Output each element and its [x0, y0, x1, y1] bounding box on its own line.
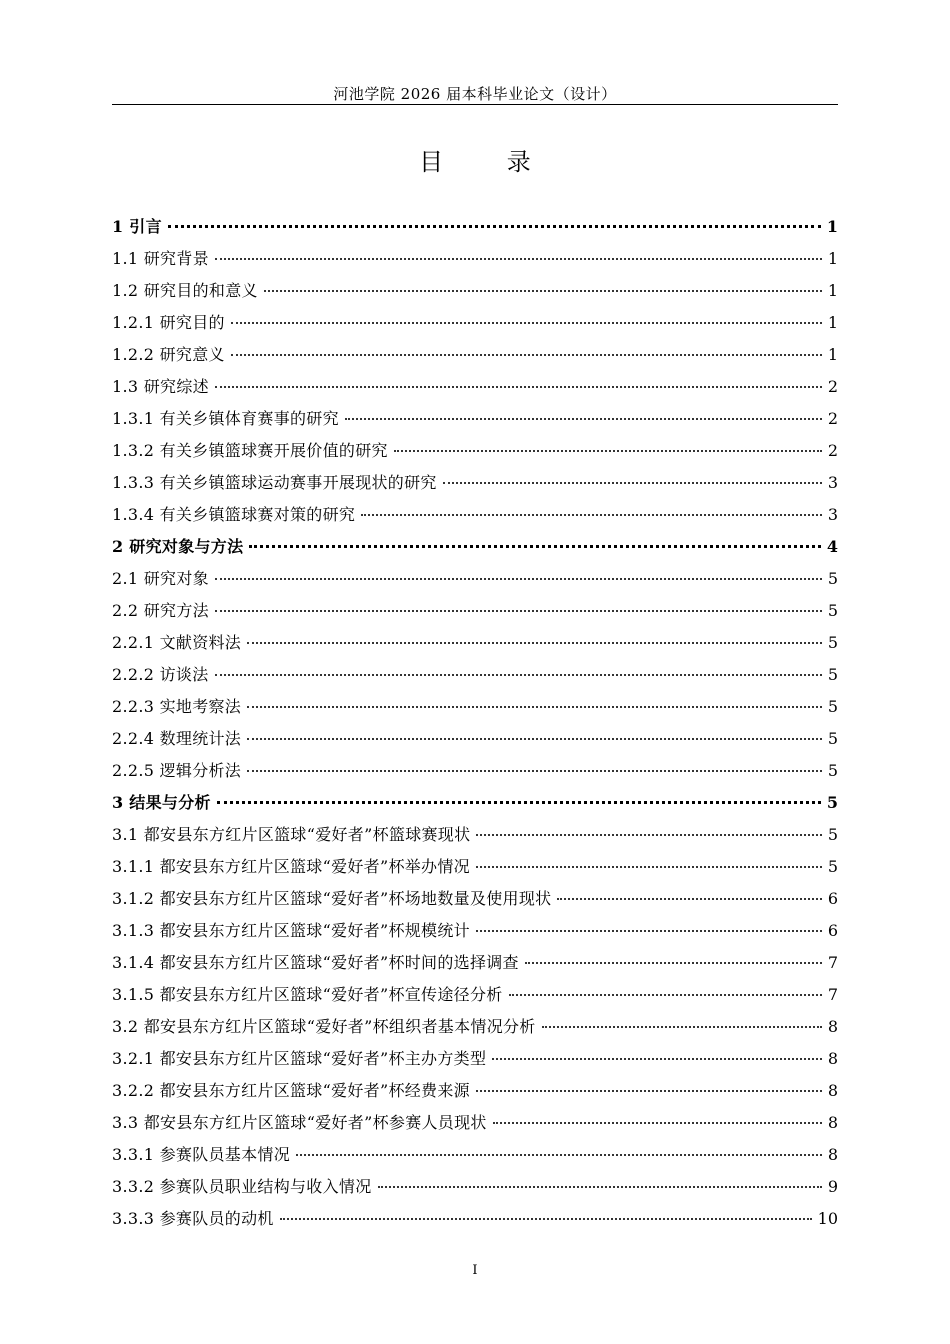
- toc-entry-page: 8: [827, 1113, 838, 1132]
- toc-entry-label: 2.2.1 文献资料法: [112, 633, 242, 652]
- dot-leader: [264, 289, 822, 292]
- dot-leader: [249, 544, 820, 548]
- dot-leader: [247, 737, 822, 740]
- toc-entry-label: 3.3.2 参赛队员职业结构与收入情况: [112, 1177, 372, 1196]
- toc-entry-page: 8: [827, 1145, 838, 1164]
- dot-leader: [476, 929, 822, 932]
- toc-entry-page: 1: [827, 281, 838, 300]
- toc-entry-page: 10: [817, 1209, 838, 1228]
- toc-entry-label: 1.3.3 有关乡镇篮球运动赛事开展现状的研究: [112, 473, 437, 492]
- toc-entry[interactable]: [112, 723, 838, 755]
- toc-entry-page: 1: [826, 217, 838, 236]
- toc-entry[interactable]: [112, 979, 838, 1011]
- toc-entry-label: 2.2.5 逻辑分析法: [112, 761, 242, 780]
- toc-entry[interactable]: [112, 403, 838, 435]
- toc-entry-label: 3.1.5 都安县东方红片区篮球“爱好者”杯宣传途径分析: [112, 985, 503, 1004]
- toc-entry-page: 2: [827, 409, 838, 428]
- toc-entry[interactable]: [112, 819, 838, 851]
- dot-leader: [492, 1057, 822, 1060]
- dot-leader: [215, 577, 822, 580]
- toc-entry-page: 6: [827, 921, 838, 940]
- toc-entry-page: 5: [827, 729, 838, 748]
- toc-entry-page: 2: [827, 377, 838, 396]
- dot-leader: [542, 1025, 822, 1028]
- dot-leader: [493, 1121, 822, 1124]
- toc-entry-label: 3.2 都安县东方红片区篮球“爱好者”杯组织者基本情况分析: [112, 1017, 536, 1036]
- toc-entry-label: 2 研究对象与方法: [112, 537, 244, 556]
- toc-entry-page: 8: [827, 1081, 838, 1100]
- dot-leader: [361, 513, 822, 516]
- page-number: I: [472, 1263, 478, 1278]
- dot-leader: [247, 705, 822, 708]
- toc-entry-page: 5: [826, 793, 838, 812]
- toc-entry[interactable]: [112, 563, 838, 595]
- toc-entry[interactable]: [112, 211, 838, 243]
- dot-leader: [443, 481, 822, 484]
- toc-entry[interactable]: [112, 1011, 838, 1043]
- toc-entry[interactable]: [112, 435, 838, 467]
- dot-leader: [476, 833, 821, 836]
- toc-entry[interactable]: [112, 627, 838, 659]
- toc-entry-page: 5: [827, 633, 838, 652]
- toc-entry[interactable]: [112, 1107, 838, 1139]
- toc-entry[interactable]: [112, 467, 838, 499]
- toc-entry[interactable]: [112, 371, 838, 403]
- toc-entry-page: 5: [827, 825, 838, 844]
- toc-entry-label: 1.3 研究综述: [112, 377, 209, 396]
- header-rule: [112, 104, 838, 105]
- toc-entry-page: 1: [827, 313, 838, 332]
- toc-entry[interactable]: [112, 499, 838, 531]
- toc-entry-label: 2.2.2 访谈法: [112, 665, 209, 684]
- toc-entry-label: 1 引言: [112, 217, 162, 236]
- toc-entry-page: 9: [827, 1177, 838, 1196]
- toc-entry-page: 5: [827, 857, 838, 876]
- table-of-contents: [112, 211, 838, 1235]
- toc-entry[interactable]: [112, 307, 838, 339]
- toc-entry[interactable]: [112, 1075, 838, 1107]
- dot-leader: [476, 865, 822, 868]
- dot-leader: [231, 321, 822, 324]
- dot-leader: [296, 1153, 822, 1156]
- dot-leader: [557, 897, 821, 900]
- toc-entry-label: 3 结果与分析: [112, 793, 211, 812]
- toc-entry-page: 1: [827, 345, 838, 364]
- dot-leader: [217, 800, 821, 804]
- toc-entry-page: 7: [827, 953, 838, 972]
- dot-leader: [476, 1089, 822, 1092]
- toc-entry[interactable]: [112, 1043, 838, 1075]
- toc-entry[interactable]: [112, 1171, 838, 1203]
- dot-leader: [231, 353, 822, 356]
- toc-entry-page: 5: [827, 569, 838, 588]
- dot-leader: [525, 961, 822, 964]
- dot-leader: [394, 449, 822, 452]
- toc-entry-label: 2.2.4 数理统计法: [112, 729, 242, 748]
- toc-entry-label: 1.3.2 有关乡镇篮球赛开展价值的研究: [112, 441, 388, 460]
- dot-leader: [378, 1185, 822, 1188]
- toc-entry[interactable]: [112, 1203, 838, 1235]
- toc-entry-label: 3.3.3 参赛队员的动机: [112, 1209, 274, 1228]
- dot-leader: [215, 609, 822, 612]
- toc-entry-label: 1.1 研究背景: [112, 249, 209, 268]
- toc-title: 目 录: [419, 148, 559, 176]
- toc-entry-page: 7: [827, 985, 838, 1004]
- dot-leader: [215, 673, 822, 676]
- toc-entry[interactable]: [112, 915, 838, 947]
- toc-entry-label: 3.2.1 都安县东方红片区篮球“爱好者”杯主办方类型: [112, 1049, 487, 1068]
- toc-entry-page: 4: [826, 537, 838, 556]
- toc-entry-label: 1.3.1 有关乡镇体育赛事的研究: [112, 409, 339, 428]
- toc-entry[interactable]: [112, 531, 838, 563]
- toc-entry-page: 5: [827, 697, 838, 716]
- toc-entry-label: 2.1 研究对象: [112, 569, 209, 588]
- toc-entry[interactable]: [112, 243, 838, 275]
- toc-entry[interactable]: [112, 947, 838, 979]
- toc-entry-page: 3: [827, 473, 838, 492]
- toc-entry[interactable]: [112, 691, 838, 723]
- toc-entry-page: 6: [827, 889, 838, 908]
- dot-leader: [509, 993, 822, 996]
- dot-leader: [345, 417, 822, 420]
- toc-entry-page: 1: [827, 249, 838, 268]
- toc-entry-label: 2.2 研究方法: [112, 601, 209, 620]
- toc-entry[interactable]: [112, 595, 838, 627]
- toc-entry[interactable]: [112, 851, 838, 883]
- toc-entry-page: 8: [827, 1049, 838, 1068]
- toc-entry-page: 5: [827, 761, 838, 780]
- dot-leader: [168, 224, 821, 228]
- toc-entry[interactable]: [112, 339, 838, 371]
- toc-entry-page: 8: [827, 1017, 838, 1036]
- toc-entry-label: 1.2 研究目的和意义: [112, 281, 258, 300]
- toc-entry-label: 1.2.1 研究目的: [112, 313, 225, 332]
- page-header: 河池学院 2026 届本科毕业论文（设计）: [333, 85, 617, 103]
- toc-entry-label: 3.1.3 都安县东方红片区篮球“爱好者”杯规模统计: [112, 921, 470, 940]
- toc-entry-label: 3.3 都安县东方红片区篮球“爱好者”杯参赛人员现状: [112, 1113, 487, 1132]
- toc-entry-label: 3.1.2 都安县东方红片区篮球“爱好者”杯场地数量及使用现状: [112, 889, 552, 908]
- toc-entry[interactable]: [112, 755, 838, 787]
- toc-entry[interactable]: [112, 787, 838, 819]
- toc-entry[interactable]: [112, 659, 838, 691]
- toc-entry-label: 3.1.4 都安县东方红片区篮球“爱好者”杯时间的选择调查: [112, 953, 519, 972]
- toc-entry-label: 3.1.1 都安县东方红片区篮球“爱好者”杯举办情况: [112, 857, 470, 876]
- toc-entry-label: 1.3.4 有关乡镇篮球赛对策的研究: [112, 505, 356, 524]
- toc-entry[interactable]: [112, 883, 838, 915]
- toc-entry-page: 3: [827, 505, 838, 524]
- toc-entry-label: 2.2.3 实地考察法: [112, 697, 242, 716]
- dot-leader: [247, 641, 822, 644]
- dot-leader: [215, 257, 822, 260]
- dot-leader: [215, 385, 822, 388]
- toc-entry-label: 3.1 都安县东方红片区篮球“爱好者”杯篮球赛现状: [112, 825, 471, 844]
- dot-leader: [280, 1217, 812, 1220]
- toc-entry-page: 5: [827, 665, 838, 684]
- toc-entry-label: 3.2.2 都安县东方红片区篮球“爱好者”杯经费来源: [112, 1081, 470, 1100]
- toc-entry[interactable]: [112, 1139, 838, 1171]
- toc-entry[interactable]: [112, 275, 838, 307]
- toc-entry-label: 1.2.2 研究意义: [112, 345, 225, 364]
- toc-entry-page: 2: [827, 441, 838, 460]
- toc-entry-label: 3.3.1 参赛队员基本情况: [112, 1145, 290, 1164]
- dot-leader: [247, 769, 822, 772]
- toc-entry-page: 5: [827, 601, 838, 620]
